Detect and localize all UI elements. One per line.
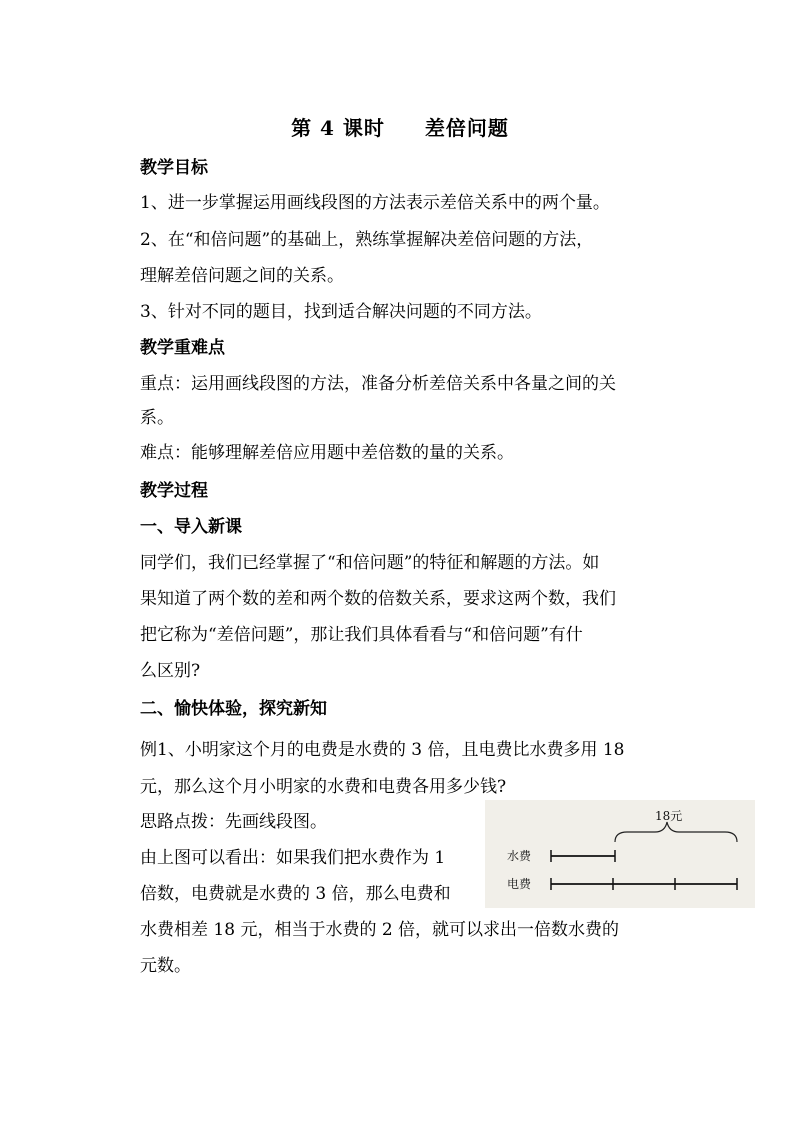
intro-paragraph-line-2: 果知道了两个数的差和两个数的倍数关系，要求这两个数，我们 <box>140 589 616 609</box>
goal-2-line-2: 理解差倍问题之间的关系。 <box>140 266 344 286</box>
explanation-line-2: 倍数，电费就是水费的 3 倍，那么电费和 <box>140 884 451 904</box>
goal-2-line-1: 2、在“和倍问题”的基础上，熟练掌握解决差倍问题的方法， <box>140 230 594 250</box>
intro-paragraph-line-4: 么区别? <box>140 661 201 681</box>
brace-label: 18元 <box>655 809 683 823</box>
lesson-number: 第 4 课时 <box>291 116 385 140</box>
intro-paragraph-line-1: 同学们，我们已经掌握了“和倍问题”的特征和解题的方法。如 <box>140 553 600 573</box>
intro-heading: 一、导入新课 <box>140 517 242 537</box>
intro-paragraph-line-3: 把它称为“差倍问题”，那让我们具体看看与“和倍问题”有什 <box>140 625 583 645</box>
key-point-line-2: 系。 <box>140 408 174 428</box>
difficult-point: 难点：能够理解差倍应用题中差倍数的量的关系。 <box>140 443 514 463</box>
key-points-heading: 教学重难点 <box>140 338 225 358</box>
explore-heading: 二、愉快体验，探究新知 <box>140 699 327 719</box>
segment-diagram-svg <box>485 800 755 908</box>
goal-1: 1、进一步掌握运用画线段图的方法表示差倍关系中的两个量。 <box>140 193 610 213</box>
electric-fee-label: 电费 <box>507 877 532 891</box>
lesson-title <box>0 112 800 141</box>
explanation-line-3: 水费相差 18 元，相当于水费的 2 倍，就可以求出一倍数水费的 <box>140 920 620 940</box>
line-segment-diagram <box>485 800 755 908</box>
difference-brace <box>615 822 737 842</box>
goal-3: 3、针对不同的题目，找到适合解决问题的不同方法。 <box>140 302 542 322</box>
hint-text: 思路点拨：先画线段图。 <box>140 812 327 832</box>
goals-heading: 教学目标 <box>140 158 208 178</box>
example-1-line-2: 元，那么这个月小明家的水费和电费各用多少钱? <box>140 777 507 797</box>
explanation-line-4: 元数。 <box>140 956 191 976</box>
process-heading: 教学过程 <box>140 481 208 501</box>
key-point-line-1: 重点：运用画线段图的方法，准备分析差倍关系中各量之间的关 <box>140 374 616 394</box>
lesson-topic: 差倍问题 <box>424 116 509 140</box>
explanation-line-1: 由上图可以看出：如果我们把水费作为 1 <box>140 848 446 868</box>
water-fee-label: 水费 <box>507 849 532 863</box>
example-1-line-1: 例1、小明家这个月的电费是水费的 3 倍，且电费比水费多用 18 <box>140 740 625 760</box>
